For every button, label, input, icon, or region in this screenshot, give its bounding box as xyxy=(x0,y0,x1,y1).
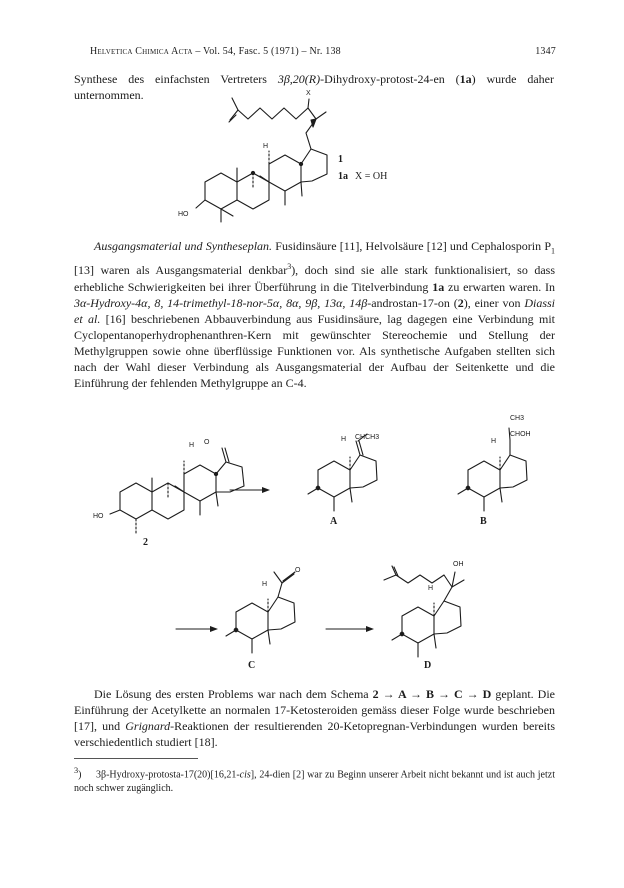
footnote-marker-num: 3 xyxy=(74,766,79,775)
cA-chch3-label: CHCH3 xyxy=(355,434,380,441)
footnote-text-2: ], 24-dien [2] war zu Beginn unserer Arbeit nicht bekannt und ist auch jetzt noch schwer zugänglich. xyxy=(74,769,555,794)
cA-h-label: H xyxy=(341,436,347,443)
compound-C-label: C xyxy=(248,660,256,671)
cD-h-label: H xyxy=(428,585,434,592)
cB-choh-label: CHOH xyxy=(510,431,531,438)
intro-text-3: ) wurde daher unternommen. xyxy=(74,72,554,103)
compound-A-structure xyxy=(308,434,380,511)
solution-text-2: geplant. Die Einführung der Acetylkette an normalen 17-Ketosteroiden gemäss dieser Folge wurde beschrieben [17], und xyxy=(74,687,555,734)
compound-B-label: B xyxy=(480,516,487,527)
page-number: 1347 xyxy=(535,46,556,57)
c2-h-label: H xyxy=(189,442,195,449)
solution-text-3: -Reaktionen der resultierenden 20-Ketopregnan-Verbindungen wurden bereits verschiedentlich studiert [18]. xyxy=(74,719,555,750)
compound-D-structure xyxy=(384,566,464,657)
section-iupac-italic: 3α-Hydroxy-4α, 8, 14-trimethyl-18-nor-5α, 8α, 9β, 13α, 14β xyxy=(74,295,368,310)
volume-info: – Vol. 54, Fasc. 5 (1971) – Nr. 138 xyxy=(192,46,341,57)
scheme-sequence: 2 → A → B → C → D xyxy=(372,687,492,701)
compound-1-label: 1 xyxy=(338,154,343,165)
intro-text-1: Synthese des einfachsten Vertreters xyxy=(74,72,278,86)
compound-D-label: D xyxy=(424,660,432,671)
compound-1a-label: 1a xyxy=(338,171,348,182)
footnote-reference[interactable]: 3 xyxy=(287,262,292,272)
cB-h-label: H xyxy=(491,438,497,445)
section-text-6: ), einer von xyxy=(463,295,525,310)
compound-2-structure xyxy=(110,448,244,533)
intro-formula: 3β,20(R) xyxy=(277,72,321,86)
section-compound-2: 2 xyxy=(457,295,464,310)
fig1-ho-label: HO xyxy=(178,211,189,218)
figure-1-structure xyxy=(196,98,327,222)
section-text-7: [16] beschriebenen Abbauverbindung aus Fusidinsäure, lag dagegen eine Verbindung mit Cyclopentanoperhydrophenanthren-Kern mit gewünschter Stereochemie und Stellung der Methylgruppen sowie ohne überflüssige Funktionen vor. Als synthetische Aufgaben stellten sich nach der Wahl dieser Verbindung als Ausgangsmaterial der Aufbau der Seitenkette und die Einführung der fehlenden Methylgruppe an C-4. xyxy=(74,311,555,391)
structure-annotations xyxy=(93,90,531,671)
footnote-marker: $^3$) xyxy=(74,766,82,781)
c2-o-label: O xyxy=(204,439,210,446)
c2-ho-label: HO xyxy=(93,513,104,520)
footnote-cis: cis xyxy=(239,769,251,781)
journal-name: Helvetica Chimica Acta xyxy=(90,46,193,57)
section-author: Diassi et al. xyxy=(74,295,556,326)
intro-text-2: -Dihydroxy-protost-24-en ( xyxy=(320,72,460,86)
section-heading: Ausgangsmaterial und Syntheseplan. xyxy=(94,239,273,253)
section-text-2: [13] waren als Ausgangsmaterial denkbar xyxy=(74,263,288,278)
cD-oh-label: OH xyxy=(453,561,464,568)
cC-o-label: O xyxy=(295,567,301,574)
fig1-h-label: H xyxy=(263,143,269,150)
solution-text-1: Die Lösung des ersten Problems war nach dem Schema xyxy=(94,687,373,701)
footnote-text-1: 3β-Hydroxy-protosta-17(20)[16,21- xyxy=(96,769,240,781)
compound-C-structure xyxy=(226,572,295,653)
cC-h-label: H xyxy=(262,581,268,588)
section-compound-1a: 1a xyxy=(432,279,445,294)
section-text-4: zu erwarten waren. In xyxy=(444,279,555,294)
solution-grignard: Grignard xyxy=(125,719,171,734)
cB-ch3-label: CH3 xyxy=(510,415,525,422)
section-text-5: -androstan-17-on ( xyxy=(367,295,458,310)
compound-2-label: 2 xyxy=(143,537,148,548)
fig1-x-label: X xyxy=(306,90,311,97)
compound-1a-definition: X = OH xyxy=(355,171,388,182)
section-text-3: ), doch sind sie alle stark funktionalisiert, so dass erhebliche Schwierigkeiten bei ihrer Überführung in die Titelverbindung xyxy=(74,263,555,294)
section-text-1: Fusidinsäure [11], Helvolsäure [12] und Cephalosporin P xyxy=(272,239,551,253)
section-subscript: 1 xyxy=(551,246,555,256)
intro-compound: 1a xyxy=(459,72,472,86)
compound-A-label: A xyxy=(330,516,338,527)
